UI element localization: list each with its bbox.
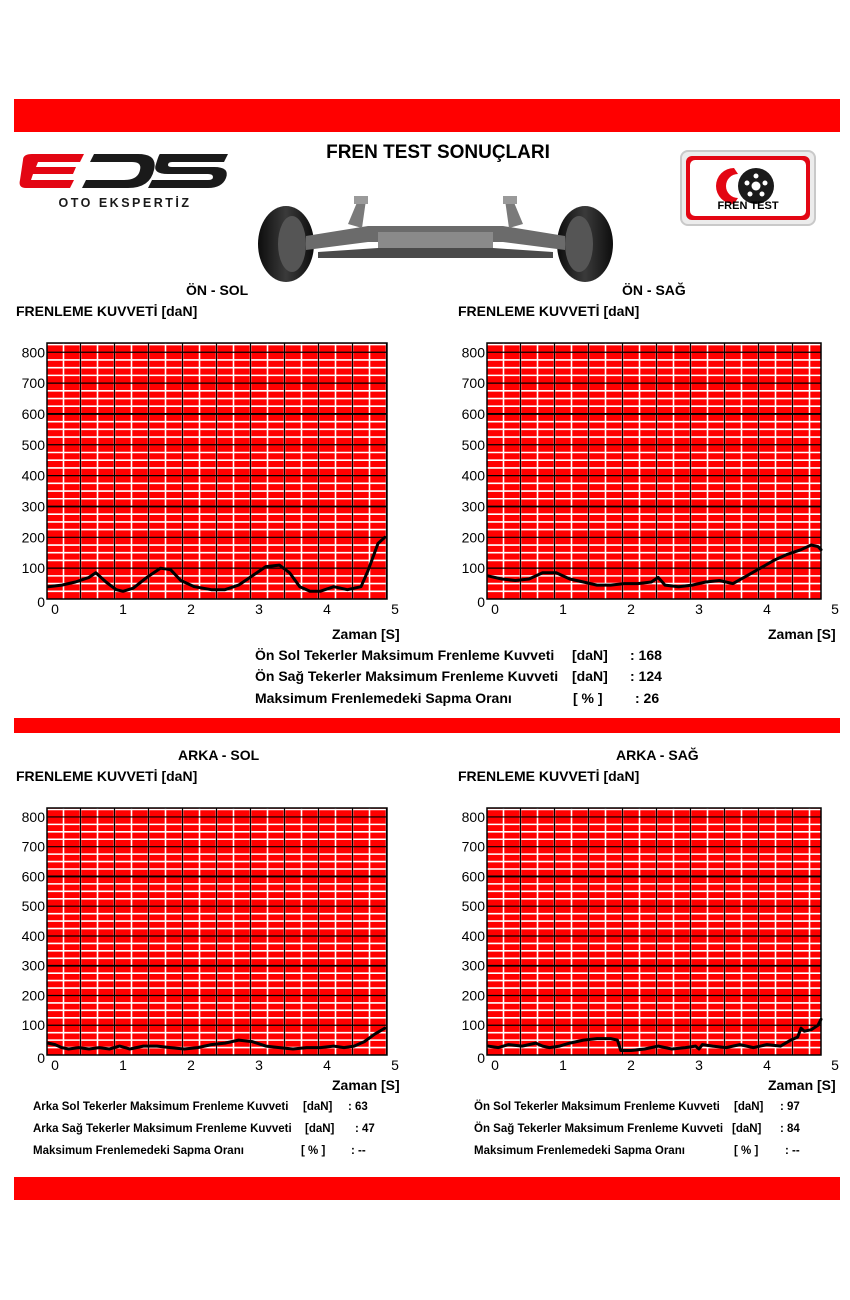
top-red-bar xyxy=(14,99,840,132)
rear-left-stat-row-3 xyxy=(33,1145,393,1160)
front-stat-label-1: Ön Sol Tekerler Maksimum Frenleme Kuvveti xyxy=(255,647,555,663)
rear-right-stat-value-1: : 97 xyxy=(780,1101,800,1113)
rear-left-stat-row-2 xyxy=(33,1123,393,1138)
y-tick-label: 400 xyxy=(21,467,45,484)
rear-left-ylabel: FRENLEME KUVVETİ [daN] xyxy=(16,768,198,784)
rear-left-title: ARKA - SOL xyxy=(178,747,260,763)
rear-right-stat-value-3: : -- xyxy=(785,1145,800,1157)
rear-left-stat-value-3: : -- xyxy=(351,1145,366,1157)
y-tick-label: 700 xyxy=(461,838,485,855)
chart-arka-sag xyxy=(440,800,850,1072)
rear-right-ylabel: FRENLEME KUVVETİ [daN] xyxy=(458,768,640,784)
chart-on-sol xyxy=(0,335,420,620)
x-tick-label: 5 xyxy=(391,1057,399,1072)
rear-right-stat-row-2 xyxy=(474,1123,834,1138)
rear-left-stat-row-1 xyxy=(33,1101,393,1116)
front-right-title: ÖN - SAĞ xyxy=(622,282,686,298)
y-tick-label: 700 xyxy=(461,375,485,392)
front-right-xlabel: Zaman [S] xyxy=(768,626,836,642)
rear-left-stat-unit-1: [daN] xyxy=(303,1101,333,1113)
x-tick-label: 2 xyxy=(627,601,635,617)
rear-right-stat-unit-2: [daN] xyxy=(732,1123,762,1135)
y-tick-label: 400 xyxy=(461,927,485,944)
rear-left-stat-value-2: : 47 xyxy=(355,1123,375,1135)
front-left-ylabel: FRENLEME KUVVETİ [daN] xyxy=(16,303,198,319)
x-tick-label: 4 xyxy=(323,601,331,617)
rear-right-stat-label-2: Ön Sağ Tekerler Maksimum Frenleme Kuvveti xyxy=(474,1123,724,1135)
y-tick-label: 300 xyxy=(21,957,45,974)
front-stat-row-2 xyxy=(255,668,675,686)
rear-left-stat-unit-2: [daN] xyxy=(305,1123,335,1135)
y-tick-label: 100 xyxy=(461,560,485,577)
x-tick-label: 0 xyxy=(491,1057,499,1072)
fren-test-badge xyxy=(680,150,816,226)
y-tick-label: 800 xyxy=(21,344,45,361)
rear-left-stat-label-1: Arka Sol Tekerler Maksimum Frenleme Kuvveti xyxy=(33,1101,289,1113)
x-tick-label: 0 xyxy=(51,1057,59,1072)
page-title: FREN TEST SONUÇLARI xyxy=(326,142,550,163)
x-tick-label: 4 xyxy=(763,1057,771,1072)
front-stat-row-3 xyxy=(255,690,675,708)
y-tick-label: 600 xyxy=(461,405,485,422)
y-tick-label: 200 xyxy=(21,987,45,1004)
rear-right-stat-row-3 xyxy=(474,1145,834,1160)
rear-left-stat-value-1: : 63 xyxy=(348,1101,368,1113)
y-tick-label: 700 xyxy=(21,375,45,392)
y-tick-label: 500 xyxy=(461,436,485,453)
front-left-title: ÖN - SOL xyxy=(186,282,249,298)
bottom-red-bar xyxy=(14,1177,840,1200)
x-tick-label: 1 xyxy=(559,601,567,617)
x-tick-label: 3 xyxy=(695,1057,703,1072)
rear-right-stat-unit-1: [daN] xyxy=(734,1101,764,1113)
front-stat-label-2: Ön Sağ Tekerler Maksimum Frenleme Kuvveti xyxy=(255,668,559,684)
front-stat-value-2: : 124 xyxy=(630,668,662,684)
y-tick-label: 100 xyxy=(461,1017,485,1034)
x-tick-label: 0 xyxy=(51,601,59,617)
y-tick-label: 300 xyxy=(21,498,45,515)
x-tick-label: 3 xyxy=(255,1057,263,1072)
front-stat-value-1: : 168 xyxy=(630,647,662,663)
front-stat-unit-2: [daN] xyxy=(572,668,608,684)
rear-left-stat-unit-3: [ % ] xyxy=(301,1145,326,1157)
x-tick-label: 3 xyxy=(255,601,263,617)
x-tick-label: 2 xyxy=(187,1057,195,1072)
y-tick-label: 100 xyxy=(21,1017,45,1034)
y-tick-label: 600 xyxy=(21,405,45,422)
rear-left-stat-label-2: Arka Sağ Tekerler Maksimum Frenleme Kuvveti xyxy=(33,1123,292,1135)
x-tick-label: 2 xyxy=(627,1057,635,1072)
x-tick-label: 5 xyxy=(831,601,839,617)
y-tick-label: 0 xyxy=(477,594,485,610)
rear-right-xlabel: Zaman [S] xyxy=(768,1077,836,1093)
rear-right-stat-value-2: : 84 xyxy=(780,1123,800,1135)
rear-left-stat-label-3: Maksimum Frenlemedeki Sapma Oranı xyxy=(33,1145,244,1157)
front-stat-unit-1: [daN] xyxy=(572,647,608,663)
x-tick-label: 2 xyxy=(187,601,195,617)
y-tick-label: 400 xyxy=(21,927,45,944)
y-tick-label: 0 xyxy=(37,1050,45,1066)
x-tick-label: 5 xyxy=(831,1057,839,1072)
x-tick-label: 1 xyxy=(119,1057,127,1072)
chart-on-sag xyxy=(440,335,850,620)
y-tick-label: 600 xyxy=(461,868,485,885)
x-tick-label: 0 xyxy=(491,601,499,617)
front-stat-unit-3: [ % ] xyxy=(573,690,603,706)
front-stat-value-3: : 26 xyxy=(635,690,660,706)
badge-label: FREN TEST xyxy=(717,200,779,212)
y-tick-label: 800 xyxy=(461,808,485,825)
middle-red-bar xyxy=(14,718,840,733)
y-tick-label: 600 xyxy=(21,868,45,885)
x-tick-label: 1 xyxy=(559,1057,567,1072)
axle-illustration xyxy=(258,196,613,286)
x-tick-label: 1 xyxy=(119,601,127,617)
y-tick-label: 500 xyxy=(21,436,45,453)
y-tick-label: 300 xyxy=(461,498,485,515)
rear-right-stat-label-1: Ön Sol Tekerler Maksimum Frenleme Kuvveti xyxy=(474,1101,720,1113)
badge-white-panel xyxy=(690,160,806,216)
y-tick-label: 0 xyxy=(37,594,45,610)
y-tick-label: 300 xyxy=(461,957,485,974)
rear-right-stat-unit-3: [ % ] xyxy=(734,1145,759,1157)
y-tick-label: 800 xyxy=(461,344,485,361)
badge-red-frame xyxy=(686,156,810,220)
y-tick-label: 700 xyxy=(21,838,45,855)
rear-left-xlabel: Zaman [S] xyxy=(332,1077,400,1093)
front-stat-label-3: Maksimum Frenlemedeki Sapma Oranı xyxy=(255,690,512,706)
brake-caliper-icon xyxy=(716,168,738,204)
y-tick-label: 500 xyxy=(461,898,485,915)
y-tick-label: 200 xyxy=(461,529,485,546)
front-stat-row-1 xyxy=(255,647,675,665)
rear-right-title: ARKA - SAĞ xyxy=(616,747,699,763)
chart-arka-sol xyxy=(0,800,420,1072)
brand-text: OTO EKSPERTİZ xyxy=(58,196,192,210)
y-tick-label: 100 xyxy=(21,560,45,577)
x-tick-label: 4 xyxy=(763,601,771,617)
rear-right-stat-label-3: Maksimum Frenlemedeki Sapma Oranı xyxy=(474,1145,685,1157)
front-left-xlabel: Zaman [S] xyxy=(332,626,400,642)
eds-logo xyxy=(18,150,233,212)
y-tick-label: 800 xyxy=(21,808,45,825)
y-tick-label: 200 xyxy=(461,987,485,1004)
x-tick-label: 3 xyxy=(695,601,703,617)
y-tick-label: 0 xyxy=(477,1050,485,1066)
y-tick-label: 200 xyxy=(21,529,45,546)
x-tick-label: 4 xyxy=(323,1057,331,1072)
rear-right-stat-row-1 xyxy=(474,1101,834,1116)
y-tick-label: 400 xyxy=(461,467,485,484)
y-tick-label: 500 xyxy=(21,898,45,915)
x-tick-label: 5 xyxy=(391,601,399,617)
front-right-ylabel: FRENLEME KUVVETİ [daN] xyxy=(458,303,640,319)
